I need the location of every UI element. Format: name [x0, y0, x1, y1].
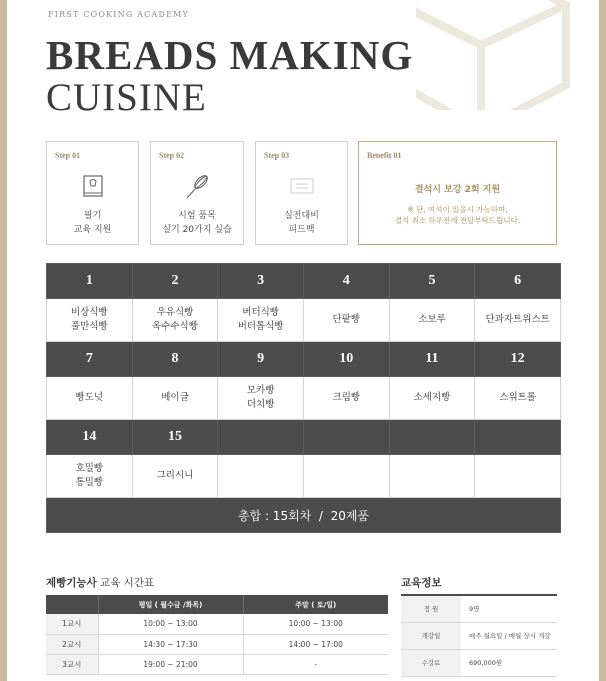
session-number: 4: [303, 264, 389, 299]
page-title-line2: CUISINE: [46, 76, 207, 119]
bread-item-cell: [218, 299, 304, 342]
bread-name: 버터톱식빵: [237, 321, 284, 332]
schedule-row: [46, 634, 388, 654]
bread-name: 모카빵: [246, 385, 275, 396]
curriculum-number-row: [47, 264, 561, 299]
book-icon: [81, 173, 105, 199]
info-key: 수강료: [401, 649, 461, 676]
weekday-time: 19:00 ~ 21:00: [98, 654, 243, 674]
session-number: [218, 420, 304, 455]
session-number: 3: [218, 264, 304, 299]
bread-name: 소세지빵: [413, 392, 451, 403]
step-line1: 필기: [83, 211, 102, 221]
curriculum-item-row: [47, 299, 561, 342]
session-number: 11: [389, 342, 475, 377]
schedule-row: [46, 614, 388, 634]
schedule-title-rest: 교육 시간표: [96, 577, 155, 589]
weekday-time: 14:30 ~ 17:30: [98, 634, 243, 654]
info-title: 교육정보: [401, 577, 442, 589]
whisk-icon: [183, 173, 211, 201]
step-label: Step 03: [264, 151, 290, 160]
bread-name: 버터식빵: [242, 307, 279, 318]
bread-name: 스위트롤: [499, 392, 536, 403]
schedule-header-weekday: 평일 ( 월수금 /화목): [98, 595, 243, 614]
cube-outline-decoration: [416, 0, 606, 110]
bread-item-cell: [47, 455, 133, 498]
session-number: [389, 420, 475, 455]
schedule-table: [46, 595, 388, 675]
step-label: Step 02: [159, 151, 185, 160]
bread-name: 크림빵: [332, 392, 361, 403]
session-number: 2: [132, 264, 218, 299]
weekend-time: -: [243, 654, 388, 674]
session-number: 6: [475, 264, 561, 299]
benefit-note-1: ※ 단, 여석이 있을시 가능하며,: [407, 205, 508, 214]
step-line1: 시험 품목: [178, 211, 216, 221]
info-key: 정 원: [401, 595, 461, 622]
schedule-header-weekend: 주말 ( 토/일): [243, 595, 388, 614]
bread-item-cell: [47, 377, 133, 420]
bread-item-cell: [218, 455, 304, 498]
benefit-note-2: 결석 최소 하루전에 전달부탁드립니다.: [394, 216, 521, 225]
left-border: [0, 0, 7, 681]
step-line1: 실전대비: [284, 211, 319, 221]
session-number: 12: [475, 342, 561, 377]
session-number: 8: [132, 342, 218, 377]
bread-item-cell: [475, 299, 561, 342]
step-card-3: [255, 141, 348, 245]
bread-item-cell: [218, 377, 304, 420]
document-icon: [289, 173, 315, 199]
curriculum-total: 총합 : 15회차 / 20제품: [47, 498, 561, 533]
session-number: [303, 420, 389, 455]
bread-item-cell: [475, 377, 561, 420]
step-line2: 피드백: [288, 225, 315, 235]
bread-name: 우유식빵: [156, 307, 194, 318]
schedule-title-bold: 제빵기능사: [46, 577, 97, 589]
step-line2: 교육 지원: [73, 225, 112, 235]
bread-name: 베이글: [161, 392, 189, 403]
benefit-title: 결석시 보강 2회 지원: [414, 185, 501, 195]
academy-name: FIRST COOKING ACADEMY: [48, 10, 190, 19]
bread-name: 호밀빵: [75, 463, 104, 474]
bread-name: 옥수수식빵: [152, 321, 198, 332]
curriculum-total-row: [47, 498, 561, 533]
weekday-time: 10:00 ~ 13:00: [98, 614, 243, 634]
bread-item-cell: [132, 455, 218, 498]
session-number: 14: [47, 420, 133, 455]
info-value: 690,000원: [461, 649, 557, 676]
step-card-1: [46, 141, 139, 245]
session-number: 9: [218, 342, 304, 377]
session-number: 10: [303, 342, 389, 377]
schedule-header-blank: [46, 595, 98, 614]
bread-name: 풀만식빵: [70, 321, 108, 332]
info-row: [401, 649, 557, 676]
bread-item-cell: [389, 299, 475, 342]
bread-item-cell: [303, 299, 389, 342]
bread-item-cell: [475, 455, 561, 498]
period-cell: 3교시: [46, 654, 98, 674]
step-line2: 실기 20가지 실습: [162, 225, 232, 235]
period-cell: 1교시: [46, 614, 98, 634]
session-number: 5: [389, 264, 475, 299]
bread-name: 단과자트위스트: [485, 314, 550, 325]
benefit-label: Benefit 01: [367, 151, 402, 160]
bread-name: 빵도넛: [75, 392, 104, 403]
bread-name: 더치빵: [246, 399, 275, 410]
curriculum-item-row: [47, 455, 561, 498]
info-key: 개강일: [401, 622, 461, 649]
period-cell: 2교시: [46, 634, 98, 654]
info-value: 매주 월요일 / 매월 상시 개강: [461, 622, 557, 649]
info-row: [401, 622, 557, 649]
info-value: 9명: [461, 595, 557, 622]
page-title-line1: BREADS MAKING: [46, 32, 414, 78]
bread-name: 단팥빵: [332, 314, 361, 325]
session-number: 15: [132, 420, 218, 455]
bread-item-cell: [303, 455, 389, 498]
weekend-time: 14:00 ~ 17:00: [243, 634, 388, 654]
schedule-title: [46, 575, 154, 590]
info-row: [401, 595, 557, 622]
info-table: [401, 594, 557, 677]
bread-item-cell: [303, 377, 389, 420]
curriculum-item-row: [47, 377, 561, 420]
curriculum-table: [46, 263, 561, 533]
curriculum-number-row: [47, 342, 561, 377]
bread-item-cell: [47, 299, 133, 342]
bread-item-cell: [132, 299, 218, 342]
weekend-time: 10:00 ~ 13:00: [243, 614, 388, 634]
bread-name: 소보루: [418, 314, 446, 325]
bread-name: 그리시니: [156, 470, 194, 481]
session-number: 1: [47, 264, 133, 299]
session-number: 7: [47, 342, 133, 377]
bread-name: 통밀빵: [75, 477, 104, 488]
step-card-2: [150, 141, 244, 245]
bread-name: 비상식빵: [70, 307, 108, 318]
bread-item-cell: [389, 455, 475, 498]
session-number: [475, 420, 561, 455]
schedule-row: [46, 654, 388, 674]
bread-item-cell: [389, 377, 475, 420]
step-label: Step 01: [55, 151, 81, 160]
benefit-card: [358, 141, 557, 245]
curriculum-number-row: [47, 420, 561, 455]
bread-item-cell: [132, 377, 218, 420]
